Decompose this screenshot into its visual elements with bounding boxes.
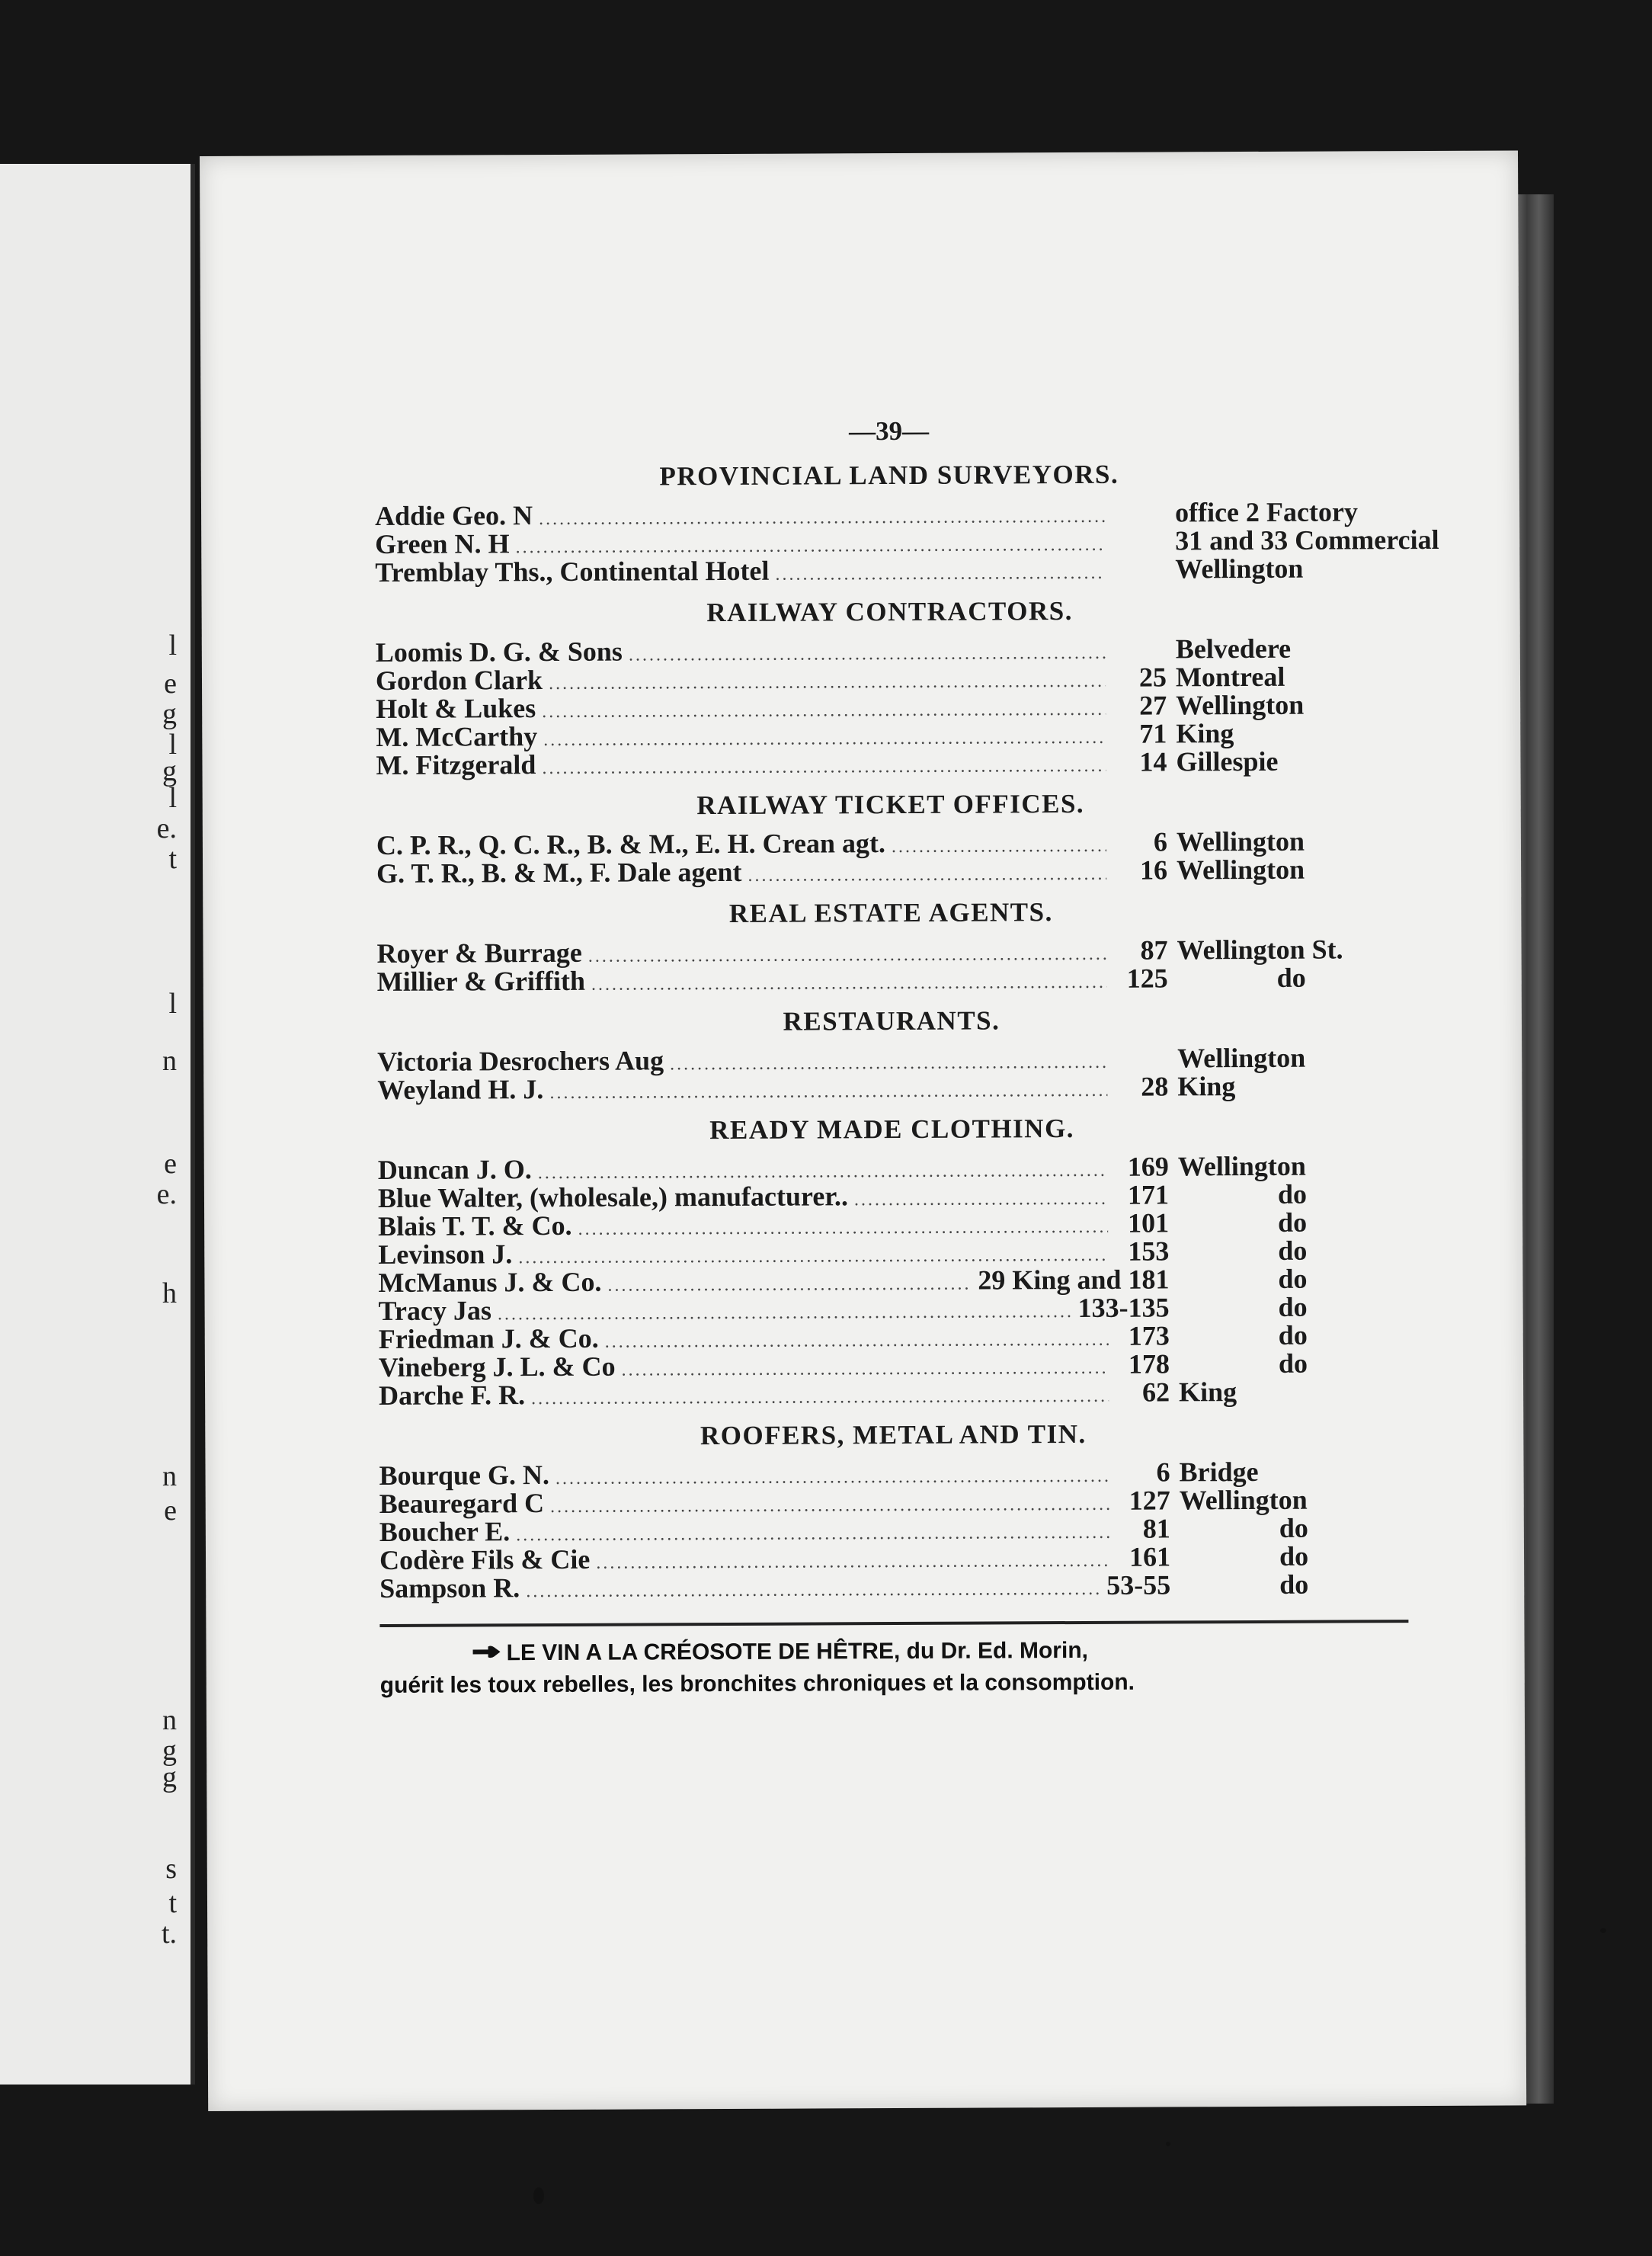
entry-name: Victoria Desrochers Aug bbox=[377, 1045, 664, 1077]
entry-street: do bbox=[1278, 1291, 1308, 1322]
dot-leader bbox=[549, 1077, 1107, 1107]
entry-name: Darche F. R. bbox=[379, 1380, 526, 1411]
entry-name: G. T. R., B. & M., F. Dale agent bbox=[376, 856, 742, 889]
advertisement-line-1-text: LE VIN A LA CRÉOSOTE DE HÊTRE, du Dr. Ed. Morin, bbox=[506, 1637, 1089, 1666]
entry-name: Bourque G. N. bbox=[379, 1460, 550, 1491]
advertisement bbox=[379, 1633, 1408, 1702]
entry-name: Tracy Jas bbox=[378, 1295, 492, 1326]
entry-name: McManus J. & Co. bbox=[378, 1266, 602, 1298]
entry-street: do bbox=[1279, 1540, 1309, 1572]
dot-leader bbox=[555, 1463, 1109, 1493]
entry-name: Weyland H. J. bbox=[377, 1074, 544, 1105]
dot-leader bbox=[748, 860, 1106, 890]
dot-leader bbox=[629, 639, 1106, 670]
dot-leader bbox=[892, 832, 1106, 861]
entry-number: 53-55 bbox=[1106, 1569, 1171, 1601]
dot-leader bbox=[622, 1354, 1109, 1385]
dot-leader bbox=[607, 1271, 972, 1300]
left-page-fragment: t bbox=[168, 843, 177, 875]
dot-leader bbox=[549, 668, 1106, 698]
left-page-fragment: s bbox=[165, 1853, 177, 1885]
left-page-fragment: l bbox=[168, 729, 177, 761]
dot-leader bbox=[543, 724, 1106, 755]
entry-street: do bbox=[1278, 1348, 1308, 1379]
entry-number: 161 bbox=[1129, 1541, 1171, 1572]
directory-section bbox=[376, 896, 1406, 996]
entry-street: Bridge bbox=[1179, 1456, 1259, 1488]
entry-street: do bbox=[1276, 962, 1306, 993]
entry-name: C. P. R., Q. C. R., B. & M., E. H. Crean agt. bbox=[376, 828, 886, 860]
entry-name: Tremblay Ths., Continental Hotel bbox=[375, 555, 770, 588]
page-number: —39— bbox=[848, 415, 930, 447]
entry-street: 31 and 33 Commercial bbox=[1175, 524, 1439, 556]
page-content bbox=[374, 414, 1439, 1702]
left-page-fragment: n bbox=[162, 1704, 177, 1736]
entry-number: 6 bbox=[1153, 826, 1168, 857]
directory-page bbox=[200, 150, 1526, 2111]
section-heading: ROOFERS, METAL AND TIN. bbox=[700, 1418, 1087, 1451]
entry-number: 29 King and 181 bbox=[978, 1264, 1170, 1296]
dot-leader bbox=[591, 969, 1107, 999]
entry-street: King bbox=[1176, 718, 1234, 749]
directory-entry bbox=[378, 1152, 1407, 1184]
left-page-text-fragments bbox=[0, 164, 190, 2085]
dot-leader bbox=[531, 1383, 1109, 1413]
section-heading: RAILWAY TICKET OFFICES. bbox=[696, 788, 1085, 821]
entry-name: Duncan J. O. bbox=[377, 1154, 532, 1185]
directory-section bbox=[376, 787, 1406, 888]
entry-name: Beauregard C bbox=[379, 1488, 545, 1519]
entry-name: Millier & Griffith bbox=[376, 965, 586, 997]
dot-leader bbox=[596, 1547, 1109, 1578]
entry-name: Blais T. T. & Co. bbox=[378, 1210, 572, 1242]
entry-street: Wellington St. bbox=[1177, 934, 1343, 966]
entry-number: 16 bbox=[1140, 854, 1168, 886]
directory-section bbox=[377, 1004, 1407, 1104]
left-page-fragment: l bbox=[168, 988, 177, 1020]
entry-name: Levinson J. bbox=[378, 1239, 513, 1270]
left-facing-page bbox=[0, 164, 195, 2085]
entry-number: 133-135 bbox=[1077, 1292, 1170, 1323]
section-heading: READY MADE CLOTHING. bbox=[709, 1114, 1075, 1146]
entry-number: 173 bbox=[1128, 1320, 1170, 1351]
dot-leader bbox=[605, 1326, 1109, 1357]
entry-number: 178 bbox=[1128, 1348, 1170, 1380]
left-page-fragment: h bbox=[162, 1277, 177, 1309]
entry-number: 14 bbox=[1139, 746, 1167, 777]
dot-leader bbox=[578, 1213, 1108, 1244]
entry-number: 87 bbox=[1140, 934, 1168, 966]
film-speck bbox=[1166, 2142, 1170, 2146]
entry-street: Gillespie bbox=[1176, 745, 1279, 777]
entry-number: 125 bbox=[1126, 963, 1168, 994]
left-page-fragment: l bbox=[168, 630, 177, 662]
entry-street: do bbox=[1279, 1512, 1308, 1543]
left-page-fragment: e bbox=[164, 668, 177, 700]
entry-street: do bbox=[1277, 1178, 1308, 1210]
entry-street: do bbox=[1278, 1207, 1308, 1238]
entry-street: do bbox=[1278, 1319, 1308, 1351]
dot-leader bbox=[516, 1519, 1109, 1549]
entry-street: Wellington bbox=[1179, 1484, 1308, 1516]
left-page-fragment: l bbox=[168, 782, 177, 814]
left-page-fragment: g bbox=[162, 755, 177, 787]
advertisement-divider bbox=[379, 1620, 1408, 1627]
entry-street: office 2 Factory bbox=[1174, 496, 1359, 528]
entry-street: do bbox=[1278, 1235, 1308, 1266]
directory-entry bbox=[377, 1043, 1406, 1076]
entry-name: Green N. H bbox=[375, 528, 510, 560]
entry-street: Wellington bbox=[1177, 854, 1305, 886]
entry-name: Sampson R. bbox=[379, 1572, 520, 1604]
entry-number: 71 bbox=[1139, 718, 1167, 749]
directory-section bbox=[376, 594, 1405, 780]
section-heading: RESTAURANTS. bbox=[783, 1005, 1000, 1037]
entry-street: do bbox=[1278, 1263, 1308, 1294]
left-page-fragment: g bbox=[162, 1761, 177, 1793]
dot-leader bbox=[854, 1185, 1108, 1214]
entry-street: King bbox=[1178, 1376, 1237, 1408]
entry-street: Wellington bbox=[1175, 553, 1304, 585]
left-page-fragment: e. bbox=[156, 812, 177, 844]
left-page-fragment: t bbox=[168, 1887, 177, 1919]
entry-number: 28 bbox=[1141, 1071, 1169, 1102]
entry-number: 62 bbox=[1142, 1376, 1170, 1408]
entry-street: do bbox=[1279, 1569, 1309, 1600]
entry-street: Belvedere bbox=[1175, 633, 1292, 665]
directory-entry bbox=[376, 935, 1405, 968]
entry-name: Loomis D. G. & Sons bbox=[375, 636, 623, 668]
entry-number: 101 bbox=[1128, 1207, 1170, 1239]
left-page-fragment: e. bbox=[156, 1178, 177, 1210]
directory-section bbox=[374, 458, 1439, 588]
entry-name: Friedman J. & Co. bbox=[378, 1322, 599, 1354]
directory-section bbox=[379, 1418, 1408, 1603]
entry-number: 127 bbox=[1129, 1485, 1170, 1516]
entry-name: Gordon Clark bbox=[375, 665, 543, 696]
entry-number: 153 bbox=[1128, 1235, 1170, 1267]
entry-number: 169 bbox=[1127, 1151, 1169, 1182]
entry-name: Codère Fils & Cie bbox=[379, 1543, 591, 1575]
entry-name: Blue Walter, (wholesale,) manufacturer.. bbox=[377, 1181, 849, 1213]
entry-street: King bbox=[1177, 1071, 1236, 1102]
dot-leader bbox=[542, 752, 1106, 783]
left-page-fragment: e bbox=[164, 1148, 177, 1180]
dot-leader bbox=[588, 941, 1107, 971]
entry-number: 81 bbox=[1142, 1513, 1170, 1544]
left-page-fragment: n bbox=[162, 1045, 177, 1077]
left-page-fragment: g bbox=[162, 698, 177, 730]
left-page-fragment: n bbox=[162, 1460, 177, 1492]
film-speck bbox=[1600, 1928, 1606, 1933]
dot-leader bbox=[550, 1491, 1109, 1521]
entry-street: Montreal bbox=[1175, 661, 1285, 693]
dot-leader bbox=[526, 1575, 1100, 1606]
dot-leader bbox=[539, 503, 1105, 534]
entry-number: 27 bbox=[1139, 690, 1167, 721]
entry-name: M. Fitzgerald bbox=[376, 749, 536, 780]
directory-sections bbox=[374, 458, 1439, 1604]
section-heading: PROVINCIAL LAND SURVEYORS. bbox=[659, 459, 1119, 492]
dot-leader bbox=[670, 1049, 1107, 1079]
entry-name: Royer & Burrage bbox=[376, 937, 582, 969]
left-page-fragment: e bbox=[164, 1495, 177, 1527]
film-speck bbox=[533, 2187, 544, 2204]
entry-name: Boucher E. bbox=[379, 1516, 511, 1547]
pointing-hand-icon bbox=[425, 1637, 501, 1669]
dot-leader bbox=[542, 696, 1106, 726]
entry-street: Wellington bbox=[1176, 825, 1305, 857]
entry-name: M. McCarthy bbox=[376, 721, 538, 752]
left-page-fragment: t. bbox=[161, 1918, 177, 1950]
entry-number: 171 bbox=[1127, 1179, 1170, 1210]
entry-name: Vineberg J. L. & Co bbox=[378, 1351, 616, 1383]
entry-number: 6 bbox=[1156, 1456, 1170, 1488]
directory-section bbox=[377, 1112, 1407, 1410]
left-page-fragment: g bbox=[162, 1735, 177, 1767]
entry-name: Addie Geo. N bbox=[374, 500, 533, 532]
entry-street: Wellington bbox=[1177, 1042, 1306, 1074]
section-heading: RAILWAY CONTRACTORS. bbox=[706, 596, 1073, 628]
entry-street: Wellington bbox=[1176, 689, 1305, 721]
entry-number: 25 bbox=[1138, 662, 1167, 693]
dot-leader bbox=[775, 559, 1105, 589]
advertisement-line-1 bbox=[379, 1633, 1408, 1670]
entry-street: Wellington bbox=[1177, 1150, 1306, 1182]
entry-name: Holt & Lukes bbox=[376, 693, 536, 724]
advertisement-line-2: guérit les toux rebelles, les bronchites chroniques et la consomption. bbox=[379, 1669, 1135, 1698]
section-heading: REAL ESTATE AGENTS. bbox=[728, 897, 1053, 928]
